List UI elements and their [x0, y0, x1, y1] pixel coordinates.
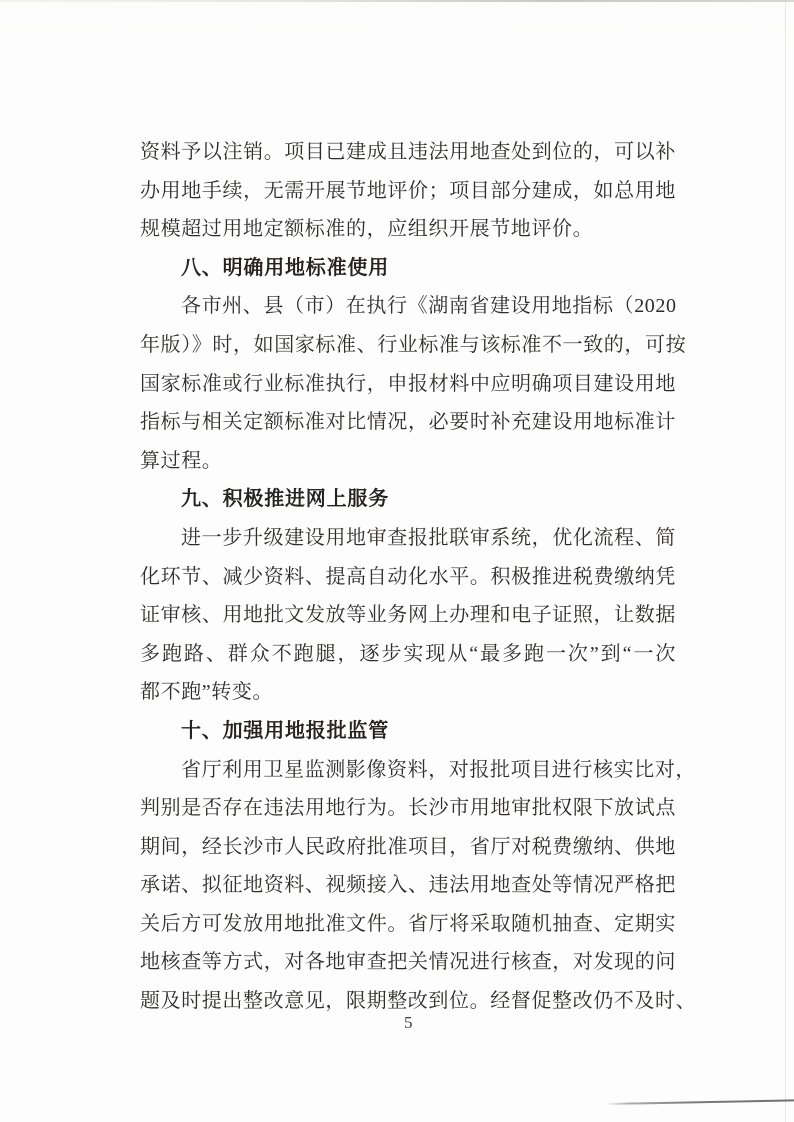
text-line: 省厅利用卫星监测影像资料，对报批项目进行核实比对， — [181, 758, 696, 781]
text-line: 资料予以注销。项目已建成且违法用地查处到位的，可以补 — [140, 141, 676, 163]
paragraph — [140, 133, 676, 249]
scan-right-edge-artifact — [785, 0, 786, 1122]
scan-top-edge-artifact — [0, 0, 794, 2]
section-heading: 八、明确用地标准使用 — [181, 256, 389, 279]
text-line: 多跑路、群众不跑腿，逐步实现从“最多跑一次”到“一次 — [140, 642, 676, 665]
paragraph — [140, 519, 676, 712]
text-line: 办用地手续，无需开展节地评价；项目部分建成，如总用地 — [140, 179, 676, 202]
text-line: 承诺、拟征地资料、视频接入、违法用地查处等情况严格把 — [140, 874, 676, 897]
text-line: 关后方可发放用地批准文件。省厅将采取随机抽查、定期实 — [140, 912, 676, 935]
section-heading: 九、积极推进网上服务 — [181, 488, 389, 511]
text-line: 化环节、减少资料、提高自动化水平。积极推进税费缴纳凭 — [140, 565, 676, 588]
text-line: 期间，经长沙市人民政府批准项目，省厅对税费缴纳、供地 — [140, 835, 676, 858]
text-line: 都不跑”转变。 — [140, 681, 274, 704]
page-number: 5 — [404, 1013, 413, 1032]
text-line: 地核查等方式，对各地审查把关情况进行核查，对发现的问 — [140, 951, 676, 974]
text-line: 各市州、县（市）在执行《湖南省建设用地指标（2020 — [181, 295, 677, 318]
text-line: 证审核、用地批文发放等业务网上办理和电子证照，让数据 — [140, 604, 676, 627]
paragraph — [140, 751, 697, 1021]
scan-bottom-line-artifact — [606, 1099, 794, 1105]
text-line: 指标与相关定额标准对比情况，必要时补充建设用地标准计 — [140, 411, 676, 434]
text-line: 题及时提出整改意见，限期整改到位。经督促整改仍不及时、 — [140, 990, 697, 1013]
text-line: 国家标准或行业标准执行，申报材料中应明确项目建设用地 — [140, 372, 676, 395]
text-line: 判别是否存在违法用地行为。长沙市用地审批权限下放试点 — [140, 797, 676, 820]
section-heading: 十、加强用地报批监管 — [181, 719, 389, 742]
text-line: 算过程。 — [140, 449, 223, 472]
paragraph — [140, 287, 687, 480]
document-body — [140, 133, 697, 1021]
text-line: 规模超过用地定额标准的，应组织开展节地评价。 — [140, 218, 594, 241]
text-line: 进一步升级建设用地审查报批联审系统，优化流程、简 — [181, 526, 676, 549]
text-line: 年版）》时，如国家标准、行业标准与该标准不一致的，可按 — [140, 333, 687, 356]
